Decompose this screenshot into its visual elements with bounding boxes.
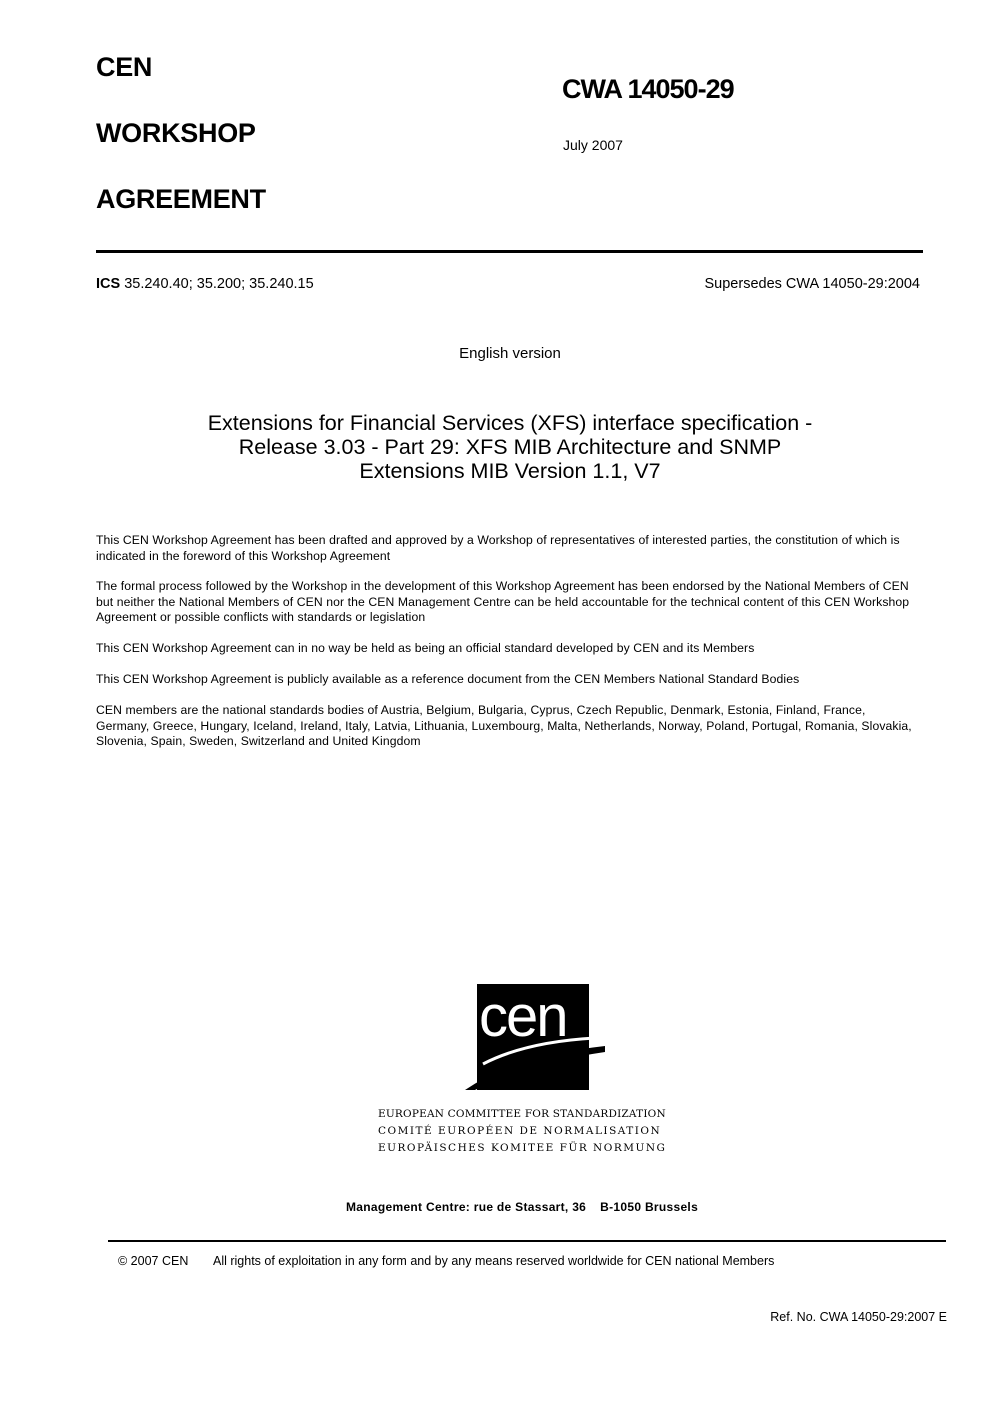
logo-text: cen: [479, 984, 567, 1049]
ics-codes: 35.240.40; 35.200; 35.240.15: [124, 276, 314, 292]
committee-name-en: EUROPEAN COMMITTEE FOR STANDARDIZATION: [378, 1108, 666, 1120]
paragraph-formal-process: The formal process followed by the Workshop in the development of this Workshop Agreement has been endorsed by the National Members of CEN but neither the National Members of CEN nor the CEN Management Centre can be held accountable for the technical content of this CEN Workshop Agreement or possible conflicts with standards or legislation: [96, 579, 910, 624]
committee-name-fr: COMITÉ EUROPÉEN DE NORMALISATION: [378, 1125, 662, 1137]
committee-name-de: EUROPÄISCHES KOMITEE FÜR NORMUNG: [378, 1142, 667, 1154]
header-workshop: WORKSHOP: [96, 118, 256, 148]
title-line-3: Extensions MIB Version 1.1, V7: [359, 459, 661, 483]
header-agreement: AGREEMENT: [96, 184, 266, 214]
document-title: [130, 411, 890, 483]
paragraph-availability: This CEN Workshop Agreement is publicly available as a reference document from the CEN Members National Standard Bodies: [96, 672, 800, 686]
management-city: B-1050 Brussels: [600, 1200, 699, 1214]
header-divider: [96, 250, 923, 253]
publication-date: July 2007: [563, 137, 623, 153]
footer-divider: [108, 1240, 946, 1242]
supersedes-note: Supersedes CWA 14050-29:2004: [704, 276, 920, 292]
reference-number: Ref. No. CWA 14050-29:2007 E: [770, 1310, 947, 1324]
rights-statement: All rights of exploitation in any form and by any means reserved worldwide for CEN national Members: [213, 1254, 775, 1268]
paragraph-members: CEN members are the national standards bodies of Austria, Belgium, Bulgaria, Cyprus, Czech Republic, Denmark, Estonia, Finland, France, Germany, Greece, Hungary, Iceland, Ireland, Italy, Latvia, Lithuania, Luxembourg, Malta, Netherlands, Norway, Poland, Portugal, Romania, Slovakia, Slovenia, Spain, Sweden, Switzerland and United Kingdom: [96, 703, 912, 748]
title-line-1: Extensions for Financial Services (XFS) interface specification -: [207, 411, 813, 435]
copyright-notice: © 2007 CEN: [118, 1254, 189, 1268]
document-number: CWA 14050-29: [562, 74, 734, 104]
paragraph-drafting: This CEN Workshop Agreement has been drafted and approved by a Workshop of representatives of interested parties, the constitution of which is indicated in the foreword of this Workshop Agreement: [96, 533, 900, 563]
cen-logo-icon: [465, 984, 605, 1090]
title-line-2: Release 3.03 - Part 29: XFS MIB Architecture and SNMP: [238, 435, 782, 459]
header-cen: CEN: [96, 52, 153, 82]
paragraph-not-standard: This CEN Workshop Agreement can in no way be held as being an official standard developed by CEN and its Members: [96, 641, 755, 655]
ics-label: ICS: [96, 276, 121, 292]
ics-codes-line: [96, 276, 314, 292]
management-centre-address: [346, 1200, 698, 1214]
language-version: English version: [459, 345, 561, 362]
management-address: Management Centre: rue de Stassart, 36: [346, 1200, 587, 1214]
